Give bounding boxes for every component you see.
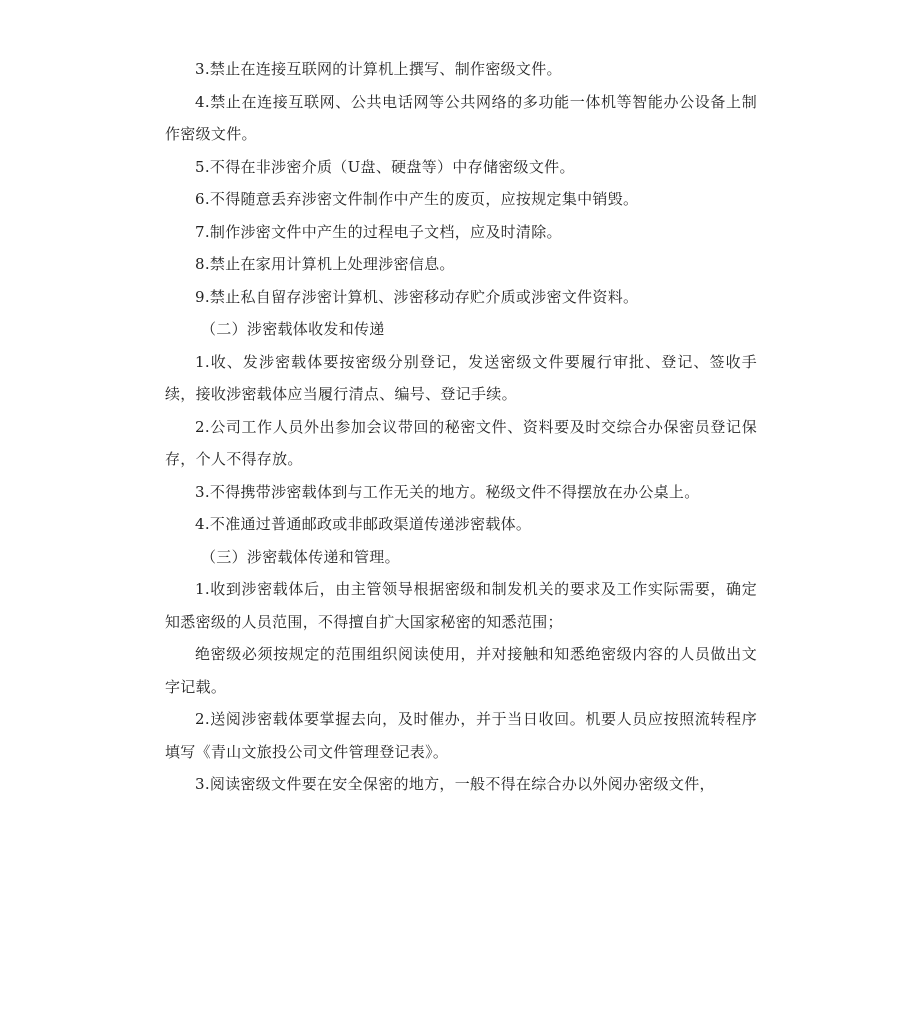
paragraph-item-7: 7.制作涉密文件中产生的过程电子文档，应及时清除。 [195, 222, 562, 241]
section-heading-2: （二）涉密载体收发和传递 [201, 320, 385, 338]
section-heading-3: （三）涉密载体传递和管理。 [201, 547, 400, 566]
document-body [165, 53, 757, 801]
paragraph-item-8: 8.禁止在家用计算机上处理涉密信息。 [195, 255, 455, 273]
paragraph-item-6: 6.不得随意丢弃涉密文件制作中产生的废页，应按规定集中销毁。 [195, 190, 639, 208]
paragraph-item-4: 4.不准通过普通邮政或非邮政渠道传递涉密载体。 [195, 515, 532, 533]
paragraph-item-2: 2.公司工作人员外出参加会议带回的秘密文件、资料要及时交综合办保密员登记保存，个人不得存放。 [165, 417, 757, 468]
paragraph-item-3: 3.禁止在连接互联网的计算机上撰写、制作密级文件。 [195, 60, 562, 78]
paragraph-item-3: 3.不得携带涉密载体到与工作无关的地方。秘级文件不得摆放在办公桌上。 [195, 482, 700, 501]
paragraph-item-9: 9.禁止私自留存涉密计算机、涉密移动存贮介质或涉密文件资料。 [195, 287, 639, 306]
paragraph-item-1: 1.收、发涉密载体要按密级分别登记，发送密级文件要履行审批、登记、签收手续，接收涉密载体应当履行清点、编号、登记手续。 [165, 352, 757, 403]
paragraph-item-3: 3.阅读密级文件要在安全保密的地方，一般不得在综合办以外阅办密级文件， [195, 775, 715, 793]
paragraph-text: 绝密级必须按规定的范围组织阅读使用，并对接触和知悉绝密级内容的人员做出文字记载。 [165, 645, 757, 696]
paragraph-item-4: 4.禁止在连接互联网、公共电话网等公共网络的多功能一体机等智能办公设备上制作密级文件。 [165, 92, 757, 143]
paragraph-item-2: 2.送阅涉密载体要掌握去向，及时催办，并于当日收回。机要人员应按照流转程序填写《青山文旅投公司文件管理登记表》。 [165, 710, 757, 761]
paragraph-item-1: 1.收到涉密载体后，由主管领导根据密级和制发机关的要求及工作实际需要，确定知悉密级的人员范围，不得擅自扩大国家秘密的知悉范围； [165, 580, 757, 631]
paragraph-item-5: 5.不得在非涉密介质（U盘、硬盘等）中存储密级文件。 [195, 157, 575, 176]
